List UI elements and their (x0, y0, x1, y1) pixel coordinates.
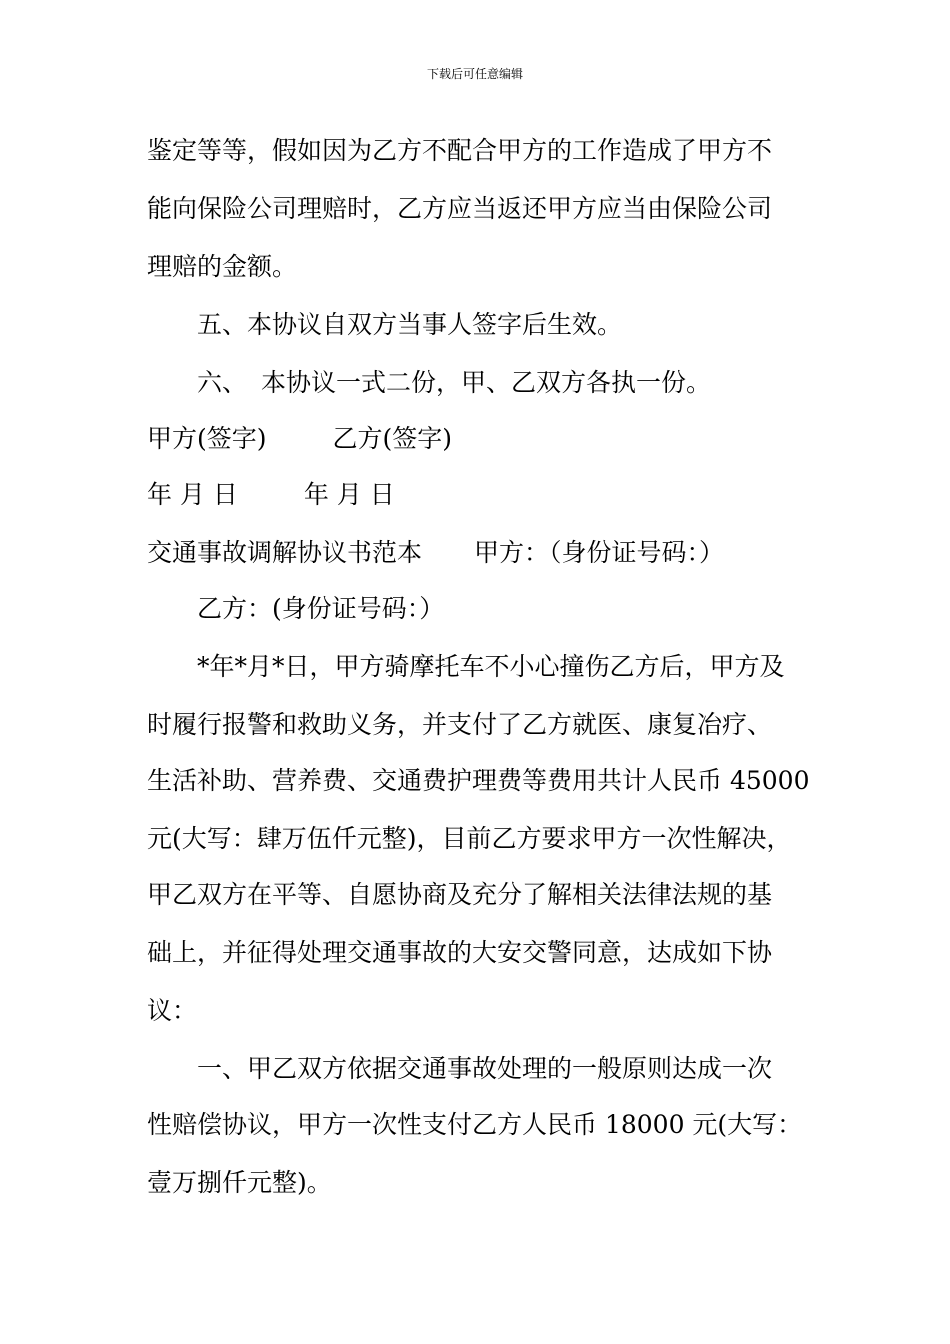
date-party-b: 年 月 日 (303, 480, 395, 509)
party-b-id: 乙方：(身份证号码：） (197, 594, 445, 623)
paragraph-line: 壹万捌仟元整)。 (147, 1168, 332, 1197)
date-party-a: 年 月 日 (147, 480, 238, 509)
paragraph-line: 生活补助、营养费、交通费护理费等费用共计人民币 45000 (147, 766, 810, 795)
signature-party-b: 乙方(签字) (332, 424, 453, 453)
paragraph-line: 鉴定等等，假如因为乙方不配合甲方的工作造成了甲方不 (147, 136, 773, 165)
paragraph-line: 性赔偿协议，甲方一次性支付乙方人民币 18000 元(大写： (147, 1110, 803, 1139)
paragraph-line: 时履行报警和救助义务，并支付了乙方就医、康复冶疗、 (147, 710, 773, 739)
paragraph-line: 础上，并征得处理交通事故的大安交警同意，达成如下协 (147, 938, 773, 967)
clause-five: 五、本协议自双方当事人签字后生效。 (197, 310, 623, 339)
paragraph-line: 理赔的金额。 (147, 252, 298, 281)
paragraph-line: 一、甲乙双方依据交通事故处理的一般原则达成一次 (197, 1054, 773, 1083)
paragraph-line: 能向保险公司理赔时，乙方应当返还甲方应当由保险公司 (147, 194, 773, 223)
page-header: 下载后可任意编辑 (426, 67, 523, 81)
paragraph-line: 甲乙双方在平等、自愿协商及充分了解相关法律法规的基 (147, 880, 773, 909)
template-title-row (147, 536, 724, 570)
signature-party-a: 甲方(签字) (147, 424, 267, 453)
date-row (147, 478, 395, 512)
clause-six-text: 本协议一式二份，甲、乙双方各执一份。 (261, 368, 712, 397)
paragraph-line: *年*月*日，甲方骑摩托车不小心撞伤乙方后，甲方及 (197, 652, 785, 681)
signature-row (147, 422, 452, 456)
paragraph-line: 议： (147, 996, 198, 1025)
clause-six-number: 六、 (197, 368, 248, 397)
party-a-id: 甲方：（身份证号码：） (474, 538, 725, 567)
paragraph-line: 元(大写：肆万伍仟元整)，目前乙方要求甲方一次性解决， (147, 824, 792, 853)
template-title: 交通事故调解协议书范本 (147, 538, 423, 567)
clause-six (197, 366, 711, 400)
